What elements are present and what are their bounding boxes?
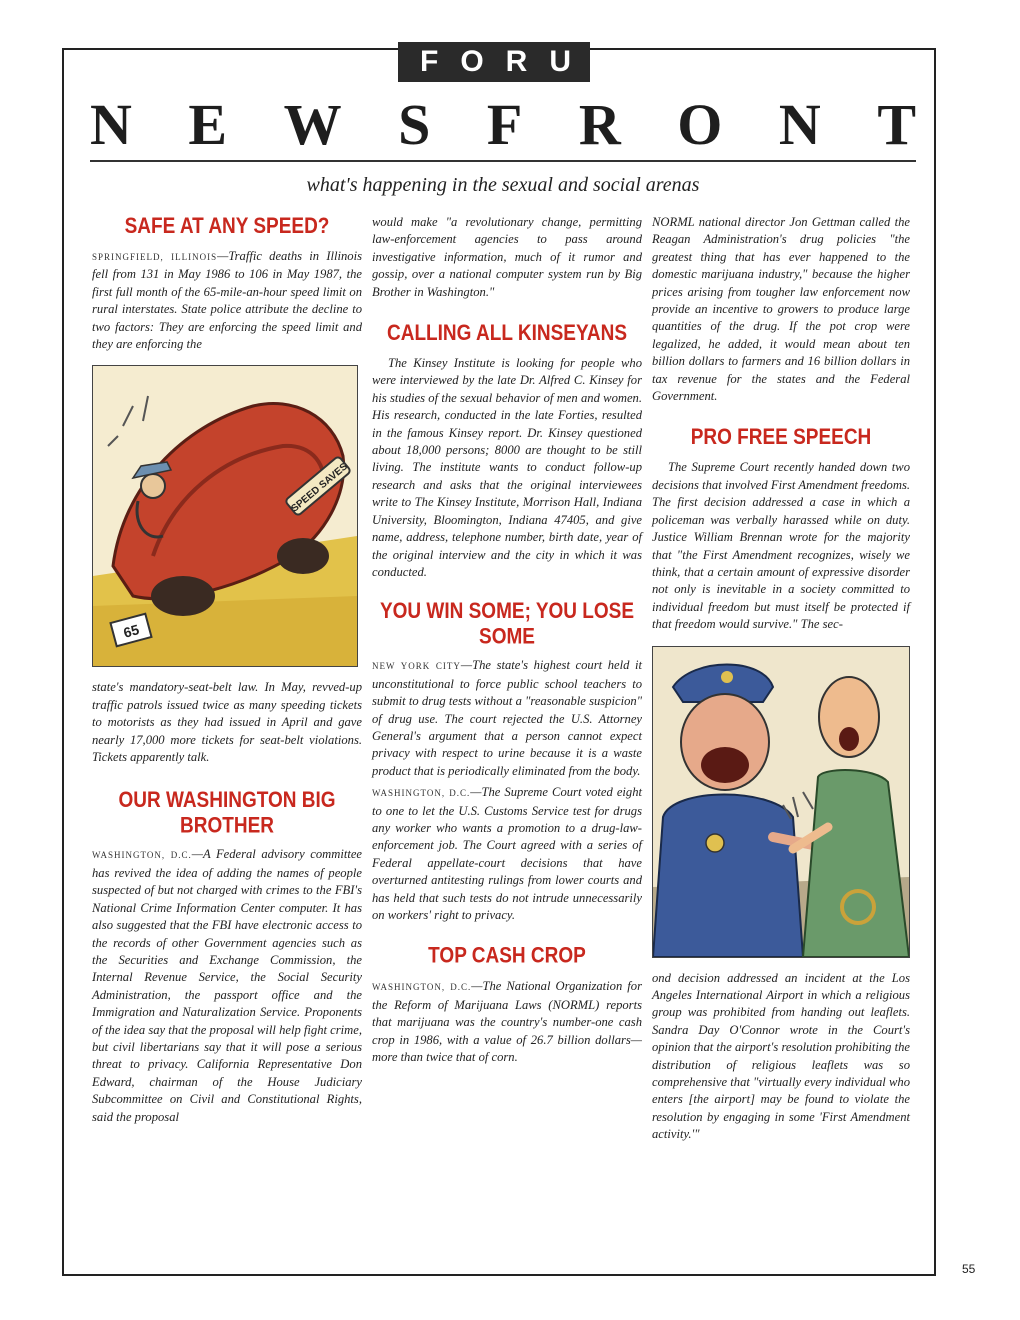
dateline: WASHINGTON, D.C. <box>92 850 192 861</box>
article-washington-p2: would make "a revolutionary change, permitting law-enforcement agencies to pass around investigative information, much of it rumor and gossip, over a national computer system run by Big Brother in Washington." <box>372 215 642 299</box>
article-cashcrop-p2: NORML national director Jon Gettman called the Reagan Administration's drug policies "the greatest thing that has ever happened to the domestic marijuana industry," because the higher prices arising from tougher law enforcement now provide an incentive to growers to produce large quantities of the drug. If the pot crop were legalized, he added, it would mean about ten billion dollars to farmers and 16 billion dollars in tax revenue for the states and the Federal Government. <box>652 215 910 404</box>
headline-you-win-some: YOU WIN SOME; YOU LOSE SOME <box>379 600 635 650</box>
headline-calling-all-kinseyans: CALLING ALL KINSEYANS <box>387 321 627 346</box>
masthead-letter: N <box>90 92 132 157</box>
article-washington-p1: WASHINGTON, D.C.—A Federal advisory committee has revived the idea of adding the names of people suspected of but not charged with crimes to the FBI's National Crime Information Center computer. It has also suggested that the FBI have electronic access to the records of other Government agencies such as the Securities and Exchange Commission, the Internal Revenue Service, the Social Security Administration, the passport office and the Immigration and Naturalization Service. Proponents of the idea say that the proposal will help fight crime, but civil libertarians say that it will pose a serious threat to privacy. California Representative Don Edward, chairman of the House Judiciary Subcommittee on Civil and Constitutional Rights, said the proposal <box>92 847 362 1124</box>
dateline: WASHINGTON, D.C. <box>372 788 471 799</box>
tagline: what's happening in the sexual and social arenas <box>306 174 700 196</box>
column-3 <box>652 214 910 1144</box>
dateline: NEW YORK CITY <box>372 661 461 672</box>
forum-banner: FORUM <box>398 42 590 82</box>
masthead-letter: O <box>677 92 723 157</box>
column-1 <box>92 210 362 1126</box>
article-kinsey-p1: The Kinsey Institute is looking for people who were interviewed by the late Dr. Alfred C. Kinsey for his studies of the sexual behavior of men and women. His research, conducted in the late Forties, resulted in the famous Kinsey report. Dr. Kinsey questioned about 18,000 persons; 8000 are thought to be still living. The institute wants to conduct follow-up research and asks that the original interviewees write to The Kinsey Institute, Morrison Hall, Indiana University, Bloomington, Indiana 47405, and give name, address, telephone number, birth date, year of the original interview and the city in which it was conducted. <box>372 356 642 579</box>
masthead-letter: S <box>398 92 431 157</box>
article-speech-p1: The Supreme Court recently handed down two decisions that involved First Amendment freedoms. The first decision addressed a case in which a policeman was verbally harassed while on duty. Justice William Brennan wrote for the majority that "the First Amendment recognizes, wisely we think, that a certain amount of expressive disorder not only is inevitable in a society committed to individual freedom but must itself be protected if that freedom would survive." The sec- <box>652 460 910 632</box>
headline-pro-free-speech: PRO FREE SPEECH <box>690 425 872 450</box>
article-speech-p2: ond decision addressed an incident at the Los Angeles International Airport in which a religious group was prohibited from handing out leaflets. Sandra Day O'Connor wrote in the Court's opinion that the airport's resolution prohibiting the distribution of religious leaflets was so comprehensive that "virtually every individual who enters [the airport] may be found to violate the resolution by engaging in some 'First Amendment activity.'" <box>652 970 910 1142</box>
article-cashcrop-p1: WASHINGTON, D.C.—The National Organization for the Reform of Marijuana Laws (NORML) reports that marijuana was the country's number-one cash crop in 1986, with a value of 26.7 billion dollars—more than twice that of corn. <box>372 979 642 1065</box>
column-2 <box>372 214 642 1066</box>
dateline: SPRINGFIELD, ILLINOIS <box>92 252 218 262</box>
masthead-letter: T <box>877 92 916 157</box>
masthead <box>90 92 916 157</box>
headline-washington-big-brother: OUR WASHINGTON BIG BROTHER <box>118 789 336 839</box>
masthead-letter: N <box>778 92 821 157</box>
speeding-car-drawing <box>93 366 357 666</box>
masthead-letter: E <box>188 92 228 157</box>
policeman-drawing <box>653 647 909 957</box>
headline-safe-at-any-speed: SAFE AT ANY SPEED? <box>124 214 330 239</box>
masthead-letter: F <box>486 92 523 157</box>
headline-top-cash-crop: TOP CASH CROP <box>428 944 586 969</box>
speeding-car-illustration <box>92 365 358 667</box>
speed-saves-sign: SPEED SAVES <box>289 461 350 516</box>
policeman-argument-illustration <box>652 646 910 958</box>
article-winlose-p2: WASHINGTON, D.C.—The Supreme Court voted eight to one to let the U.S. Customs Service test for drugs any worker who wants a promotion to a drug-law-enforcement job. The Court agreed with a series of Federal appellate-court decisions that have overturned antitesting rulings from lower courts and has held that such tests do not intrude unnecessarily on workers' right to privacy. <box>372 785 642 922</box>
article-safe-p1: SPRINGFIELD, ILLINOIS—Traffic deaths in Illinois fell from 131 in May 1986 to 106 in May 1987, the first full month of the 65-mile-an-hour speed limit on rural interstates. State police attribute the decline to two factors: They are enforcing the speed limit and they are enforcing the <box>92 249 363 352</box>
masthead-letter: R <box>578 92 621 157</box>
masthead-rule <box>90 160 916 162</box>
page-number: 55 <box>962 1262 976 1276</box>
dateline: WASHINGTON, D.C. <box>372 982 472 993</box>
speed-limit-plate: 65 <box>121 621 141 642</box>
article-safe-p2: state's mandatory-seat-belt law. In May, revved-up traffic patrols issued twice as many speeding tickets to motorists as they had issued in April and gave nearly 17,000 more tickets for seat-belt violations. Tickets apparently talk. <box>92 680 362 765</box>
article-winlose-p1: NEW YORK CITY—The state's highest court held it unconstitutional to force public school teachers to submit to drug tests without a "reasonable suspicion" of drug use. The court rejected the U.S. Attorney General's argument that a person cannot expect privacy with respect to urine because it is a waste product that is periodically eliminated from the body. <box>372 658 643 778</box>
masthead-letter: W <box>283 92 342 157</box>
